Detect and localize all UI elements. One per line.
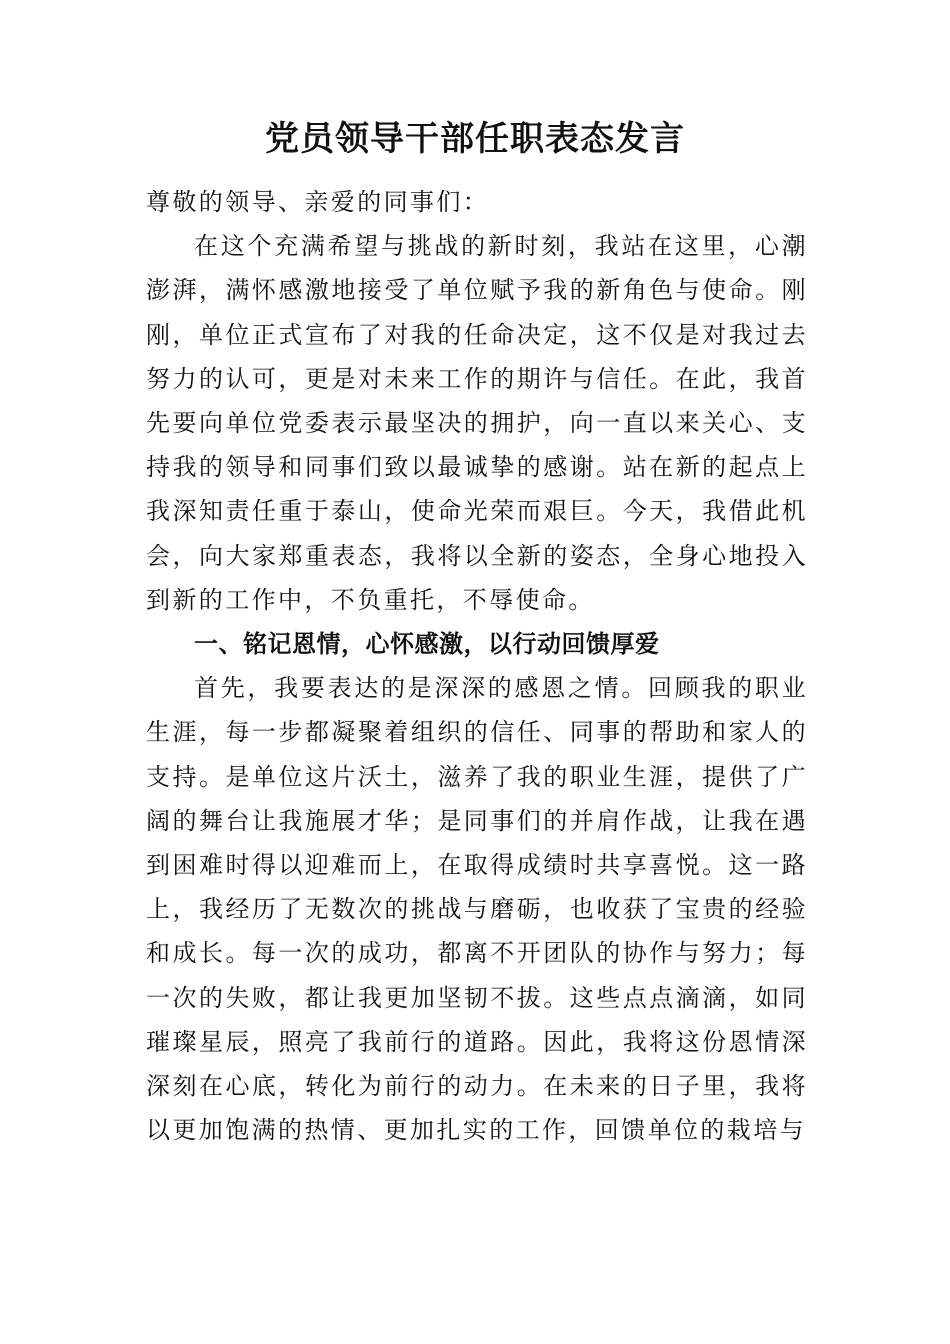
document-title: 党员领导干部任职表态发言 <box>265 119 685 159</box>
document-body <box>146 180 808 1152</box>
section-heading-1: 一、铭记恩情，心怀感激，以行动回馈厚爱 <box>194 630 660 659</box>
paragraph-gratitude: 首先，我要表达的是深深的感恩之情。回顾我的职业生涯，每一步都凝聚着组织的信任、同事的帮助和家人的支持。是单位这片沃土，滋养了我的职业生涯，提供了广阔的舞台让我施展才华；是同事们的并肩作战，让我在遇到困难时得以迎难而上，在取得成绩时共享喜悦。这一路上，我经历了无数次的挑战与磨砺，也收获了宝贵的经验和成长。每一次的成功，都离不开团队的协作与努力；每一次的失败，都让我更加坚韧不拔。这些点点滴滴，如同璀璨星辰，照亮了我前行的道路。因此，我将这份恩情深深刻在心底，转化为前行的动力。在未来的日子里，我将以更加饱满的热情、更加扎实的工作，回馈单位的栽培与 <box>146 674 808 1145</box>
paragraph-intro: 在这个充满希望与挑战的新时刻，我站在这里，心潮澎湃，满怀感激地接受了单位赋予我的新角色与使命。刚刚，单位正式宣布了对我的任命决定，这不仅是对我过去努力的认可，更是对未来工作的期许与信任。在此，我首先要向单位党委表示最坚决的拥护，向一直以来关心、支持我的领导和同事们致以最诚挚的感谢。站在新的起点上我深知责任重于泰山，使命光荣而艰巨。今天，我借此机会，向大家郑重表态，我将以全新的姿态，全身心地投入到新的工作中，不负重托，不辱使命。 <box>146 232 808 614</box>
salutation: 尊敬的领导、亲爱的同事们： <box>146 188 490 216</box>
